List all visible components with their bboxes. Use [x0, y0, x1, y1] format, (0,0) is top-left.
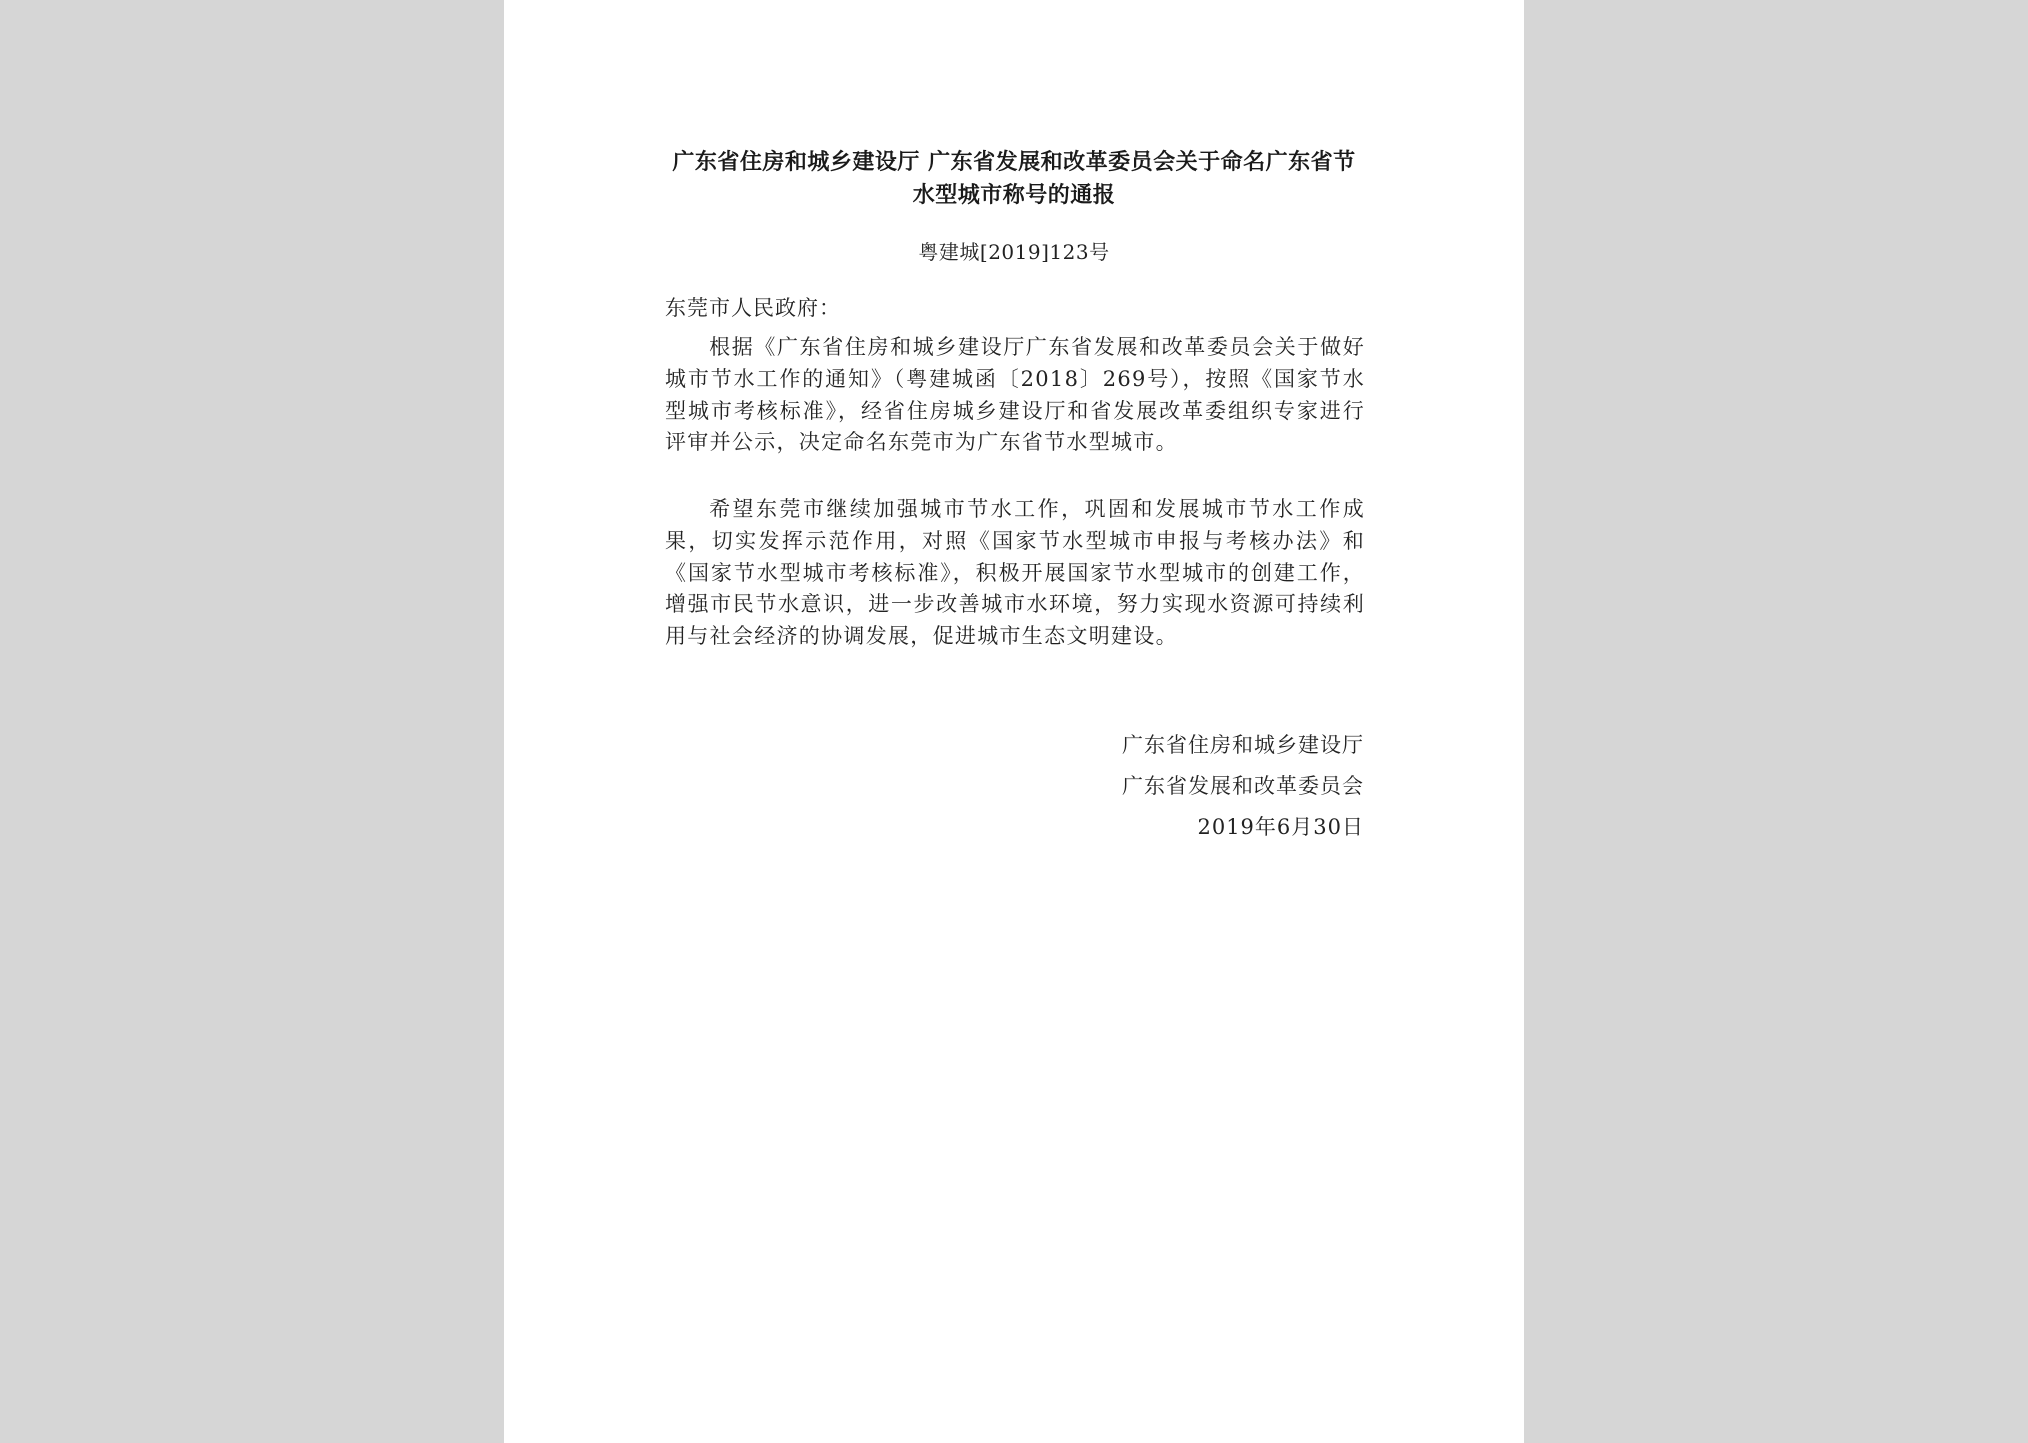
- signature-date: 2019年6月30日: [1197, 815, 1364, 839]
- signature-issuer: 广东省发展和改革委员会: [1122, 774, 1364, 798]
- body-paragraph: 希望东莞市继续加强城市节水工作，巩固和发展城市节水工作成果，切实发挥示范作用，对照《国家节水型城市申报与考核办法》和《国家节水型城市考核标准》，积极开展国家节水型城市的创建工作，增强市民节水意识，进一步改善城市水环境，努力实现水资源可持续利用与社会经济的协调发展，促进城市生态文明建设。: [665, 497, 1365, 649]
- document-title: 广东省住房和城乡建设厅 广东省发展和改革委员会关于命名广东省节水型城市称号的通报: [672, 150, 1356, 208]
- body-paragraph: 根据《广东省住房和城乡建设厅广东省发展和改革委员会关于做好城市节水工作的通知》（粤建城函〔2018〕269号），按照《国家节水型城市考核标准》，经省住房城乡建设厅和省发展改革委组织专家进行评审并公示，决定命名东莞市为广东省节水型城市。: [665, 335, 1365, 455]
- document-page: [504, 0, 1524, 1443]
- signature-issuer: 广东省住房和城乡建设厅: [1122, 733, 1364, 757]
- document-number: 粤建城[2019]123号: [918, 240, 1110, 264]
- addressee: 东莞市人民政府：: [665, 296, 841, 320]
